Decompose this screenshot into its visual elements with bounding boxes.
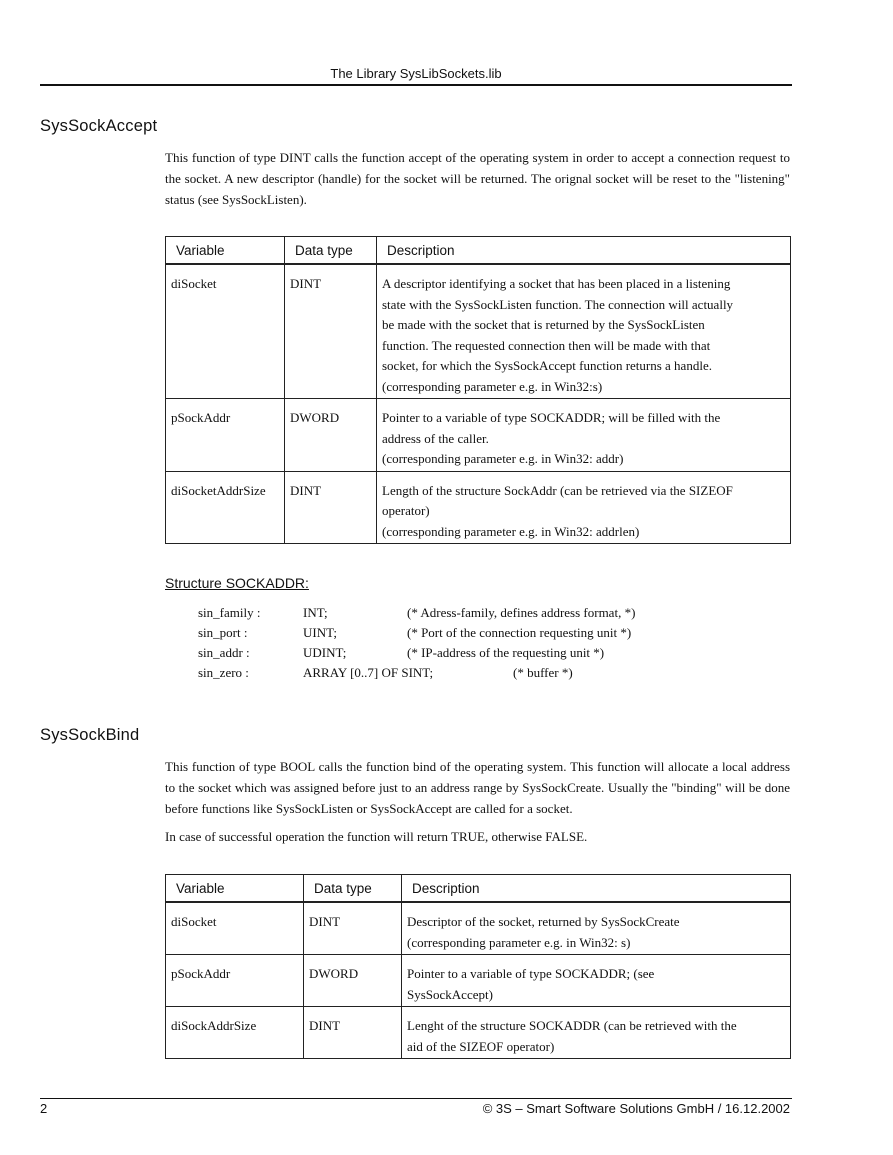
section-title-syssockbind: SysSockBind <box>40 726 140 744</box>
column-header-variable: Variable <box>166 875 304 903</box>
cell-variable: diSockAddrSize <box>166 1007 304 1059</box>
table-row <box>166 955 791 1007</box>
field-name: sin_family : <box>198 605 261 620</box>
cell-data-type: DINT <box>285 264 377 399</box>
cell-description <box>402 955 791 1007</box>
description-line: function. The requested connection then will be made with that <box>382 337 711 353</box>
structure-sockaddr-title: Structure SOCKADDR: <box>165 575 309 591</box>
column-header-data-type: Data type <box>304 875 402 903</box>
description-line: Descriptor of the socket, returned by SysSockCreate <box>407 914 680 929</box>
cell-data-type: DWORD <box>304 955 402 1007</box>
footer-copyright: © 3S – Smart Software Solutions GmbH / 16.12.2002 <box>482 1101 790 1116</box>
field-type: UDINT; <box>303 645 347 660</box>
description-line: (corresponding parameter e.g. in Win32: addrlen) <box>382 523 640 539</box>
cell-variable: diSocketAddrSize <box>166 471 285 544</box>
field-comment: (* Adress-family, defines address format, *) <box>407 605 636 620</box>
cell-variable: diSocket <box>166 902 304 955</box>
column-header-variable: Variable <box>166 237 285 265</box>
column-header-description: Description <box>377 237 791 265</box>
description-line: aid of the SIZEOF operator) <box>407 1038 555 1054</box>
field-type: INT; <box>303 605 328 620</box>
description-line: Lenght of the structure SOCKADDR (can be retrieved with the <box>407 1018 737 1033</box>
cell-data-type: DINT <box>304 902 402 955</box>
column-header-data-type: Data type <box>285 237 377 265</box>
description-line: address of the caller. <box>382 430 489 446</box>
section-title-syssockaccept: SysSockAccept <box>40 117 158 135</box>
footer-rule <box>40 1098 792 1099</box>
field-type: ARRAY [0..7] OF SINT; <box>303 665 434 680</box>
table-header-row <box>166 237 791 265</box>
description-line: state with the SysSockListen function. The connection will actually <box>382 296 734 312</box>
description-line: operator) <box>382 503 430 518</box>
syssockbind-parameter-table <box>165 874 791 1059</box>
field-comment: (* buffer *) <box>513 665 573 680</box>
cell-variable: pSockAddr <box>166 955 304 1007</box>
cell-description <box>377 399 791 472</box>
column-header-description: Description <box>402 875 791 903</box>
description-line: (corresponding parameter e.g. in Win32: addr) <box>382 451 624 466</box>
field-type: UINT; <box>303 625 337 640</box>
cell-data-type: DINT <box>304 1007 402 1059</box>
description-line: SysSockAccept) <box>407 986 493 1002</box>
field-comment: (* Port of the connection requesting unit *) <box>407 625 632 640</box>
table-row <box>166 264 791 399</box>
field-name: sin_addr : <box>198 645 250 660</box>
cell-description <box>377 264 791 399</box>
page-header-title: The Library SysLibSockets.lib <box>330 66 502 81</box>
header-rule <box>40 84 792 86</box>
cell-description <box>402 902 791 955</box>
field-name: sin_port : <box>198 625 248 640</box>
cell-data-type: DWORD <box>285 399 377 472</box>
page-number: 2 <box>40 1101 48 1116</box>
table-row <box>166 1007 791 1059</box>
cell-data-type: DINT <box>285 471 377 544</box>
description-line: be made with the socket that is returned by the SysSockListen <box>382 317 705 332</box>
description-line: (corresponding parameter e.g. in Win32:s) <box>382 378 603 394</box>
description-line: Pointer to a variable of type SOCKADDR; (see <box>407 966 655 981</box>
syssockbind-description: This function of type BOOL calls the function bind of the operating system. This function will allocate a local address to the socket which was assigned before just to an address range by SysSockCreate. Usually the "binding" will be done before functions like SysSockListen or SysSockAccept are called for a socket. <box>165 759 790 816</box>
table-header-row <box>166 875 791 903</box>
syssockbind-return-note: In case of successful operation the function will return TRUE, otherwise FALSE. <box>165 829 588 844</box>
cell-variable: diSocket <box>166 264 285 399</box>
table-row <box>166 471 791 544</box>
description-line: A descriptor identifying a socket that has been placed in a listening <box>382 276 731 291</box>
cell-description <box>402 1007 791 1059</box>
syssockaccept-parameter-table <box>165 236 791 544</box>
description-line: Length of the structure SockAddr (can be retrieved via the SIZEOF <box>382 482 733 498</box>
description-line: socket, for which the SysSockAccept function returns a handle. <box>382 358 712 373</box>
cell-description <box>377 471 791 544</box>
table-row <box>166 399 791 472</box>
field-comment: (* IP-address of the requesting unit *) <box>407 645 605 660</box>
cell-variable: pSockAddr <box>166 399 285 472</box>
table-row <box>166 902 791 955</box>
syssockaccept-description: This function of type DINT calls the function accept of the operating system in order to accept a connection request to the socket. A new descriptor (handle) for the socket will be returned. The orignal socket will be reset to the "listening" status (see SysSockListen). <box>165 150 790 207</box>
description-line: (corresponding parameter e.g. in Win32: s) <box>407 934 631 950</box>
description-line: Pointer to a variable of type SOCKADDR; will be filled with the <box>382 410 721 425</box>
field-name: sin_zero : <box>198 665 249 680</box>
